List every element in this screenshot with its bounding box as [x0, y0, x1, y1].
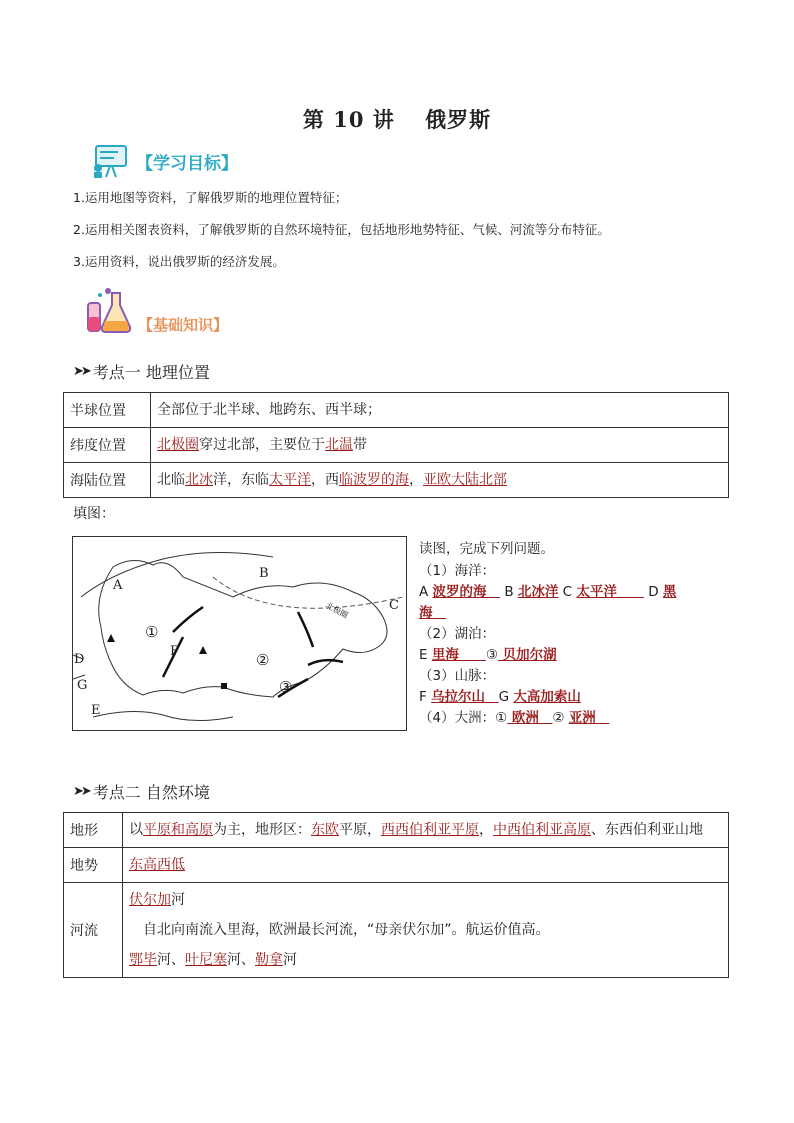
answer-c: 太平洋 [576, 584, 644, 600]
table-row [64, 393, 729, 428]
answer-text: 西西伯利亚平原 [381, 822, 479, 838]
qa-q3-heading: （3）山脉： [419, 668, 496, 684]
map-drawing [73, 537, 406, 730]
learning-goals-title: 【学习目标】 [136, 153, 238, 174]
row-content [151, 393, 729, 428]
answer-2: 亚洲 [568, 710, 610, 726]
fill-map-label: 填图： [73, 506, 115, 522]
qa-q3-line: F 乌拉尔山 G 大高加索山 [419, 689, 581, 705]
row-content [123, 848, 729, 883]
qa-q2-line: E 里海 ③ 贝加尔湖 [419, 647, 557, 663]
section-1-heading: ➤➤ 考点一 地理位置 [73, 363, 210, 382]
body-text: 以 [129, 822, 143, 838]
body-text: 河 [171, 892, 185, 908]
row-label: 纬度位置 [64, 428, 151, 463]
qa-q4-line: （4）大洲：① 欧洲 ② 亚洲 [419, 710, 610, 726]
table-row [64, 813, 729, 848]
body-text: 平原， [339, 822, 381, 838]
environment-table [63, 812, 729, 978]
answer-text: 亚欧大陆北部 [423, 472, 507, 488]
answer-1: 欧洲 [507, 710, 553, 726]
goal-item-2: 2.运用相关图表资料，了解俄罗斯的自然环境特征，包括地形地势特征、气候、河流等分布特征。 [73, 222, 610, 237]
qa-q2-heading: （2）湖泊： [419, 626, 496, 642]
body-text: 北临 [157, 472, 185, 488]
double-arrow-icon: ➤➤ [73, 784, 89, 799]
answer-text: 北温 [325, 437, 353, 453]
answer-text: 北极圈 [157, 437, 199, 453]
map-label-a: A [113, 578, 123, 593]
goal-item-1: 1.运用地图等资料，了解俄罗斯的地理位置特征； [73, 190, 348, 205]
body-text: 河、 [157, 952, 185, 968]
location-table [63, 392, 729, 498]
double-arrow-icon: ➤➤ [73, 364, 89, 379]
body-text: 河 [283, 952, 297, 968]
map-label-2: ② [256, 651, 270, 669]
row-label: 河流 [64, 883, 123, 978]
basic-knowledge-title: 【基础知识】 [138, 316, 229, 334]
map-label-3: ③ [279, 678, 293, 696]
answer-3: 贝加尔湖 [497, 647, 557, 663]
row-label: 海陆位置 [64, 463, 151, 498]
body-text: ，西 [311, 472, 339, 488]
body-text: 穿过北部，主要位于 [199, 437, 325, 453]
answer-d-part1: 黑 [662, 584, 677, 600]
answer-d-part2: 海 [419, 605, 446, 621]
row-label: 地形 [64, 813, 123, 848]
body-text: 全部位于北半球、地跨东、西半球； [157, 402, 381, 418]
body-text: 河、 [227, 952, 255, 968]
table-row [64, 463, 729, 498]
answer-text: 叶尼塞 [185, 952, 227, 968]
map-label-arctic: 北极圈 [324, 600, 350, 621]
answer-text: 勒拿 [255, 952, 283, 968]
qa-intro: 读图，完成下列问题。 [419, 541, 554, 557]
answer-f: 乌拉尔山 [431, 689, 499, 705]
answer-b: 北冰洋 [517, 584, 559, 600]
answer-text: 东高西低 [129, 857, 185, 873]
goal-item-3: 3.运用资料，说出俄罗斯的经济发展。 [73, 254, 285, 269]
table-row [64, 883, 729, 978]
flask-icon [86, 285, 132, 335]
body-text: 洋，东临 [213, 472, 269, 488]
basic-knowledge-header [86, 285, 228, 335]
answer-text: 平原和高原 [143, 822, 213, 838]
river-description: 自北向南流入里海，欧洲最长河流，“母亲伏尔加”。航运价值高。 [129, 922, 550, 938]
answer-text: 鄂毕 [129, 952, 157, 968]
answer-e: 里海 [431, 647, 486, 663]
answer-text: 伏尔加 [129, 892, 171, 908]
body-text: 、东西伯利亚山地 [591, 822, 703, 838]
row-content [151, 428, 729, 463]
body-text: ， [409, 472, 423, 488]
qa-q1-line: A 波罗的海 B 北冰洋 C 太平洋 D 黑 [419, 584, 677, 600]
russia-outline-map [72, 536, 407, 731]
answer-text: 太平洋 [269, 472, 311, 488]
row-content [123, 813, 729, 848]
river-list [129, 945, 722, 975]
map-label-b: B [259, 566, 269, 581]
section-2-heading: ➤➤ 考点二 自然环境 [73, 783, 210, 802]
learning-goals-header [90, 143, 238, 179]
map-label-1: ① [145, 623, 159, 641]
table-row [64, 428, 729, 463]
map-label-c: C [389, 598, 399, 613]
map-label-d: D [74, 652, 85, 667]
answer-text: 东欧 [311, 822, 339, 838]
body-text: 带 [353, 437, 367, 453]
answer-text: 中西伯利亚高原 [493, 822, 591, 838]
row-label: 地势 [64, 848, 123, 883]
teacher-board-icon [90, 144, 130, 178]
answer-text: 北冰 [185, 472, 213, 488]
answer-g: 大高加索山 [513, 689, 581, 705]
qa-q1-heading: （1）海洋： [419, 563, 496, 579]
answer-text: 临波罗的海 [339, 472, 409, 488]
page-title: 第 10 讲 俄罗斯 [302, 107, 492, 132]
row-content [123, 883, 729, 978]
qa-q1-line-2 [419, 601, 446, 621]
row-label: 半球位置 [64, 393, 151, 428]
row-content [151, 463, 729, 498]
table-row [64, 848, 729, 883]
map-label-g: G [77, 678, 88, 693]
body-text: 为主，地形区： [213, 822, 311, 838]
map-label-f: F [170, 644, 180, 659]
map-label-e: E [91, 703, 101, 718]
answer-a: 波罗的海 [432, 584, 501, 600]
body-text: ， [479, 822, 493, 838]
